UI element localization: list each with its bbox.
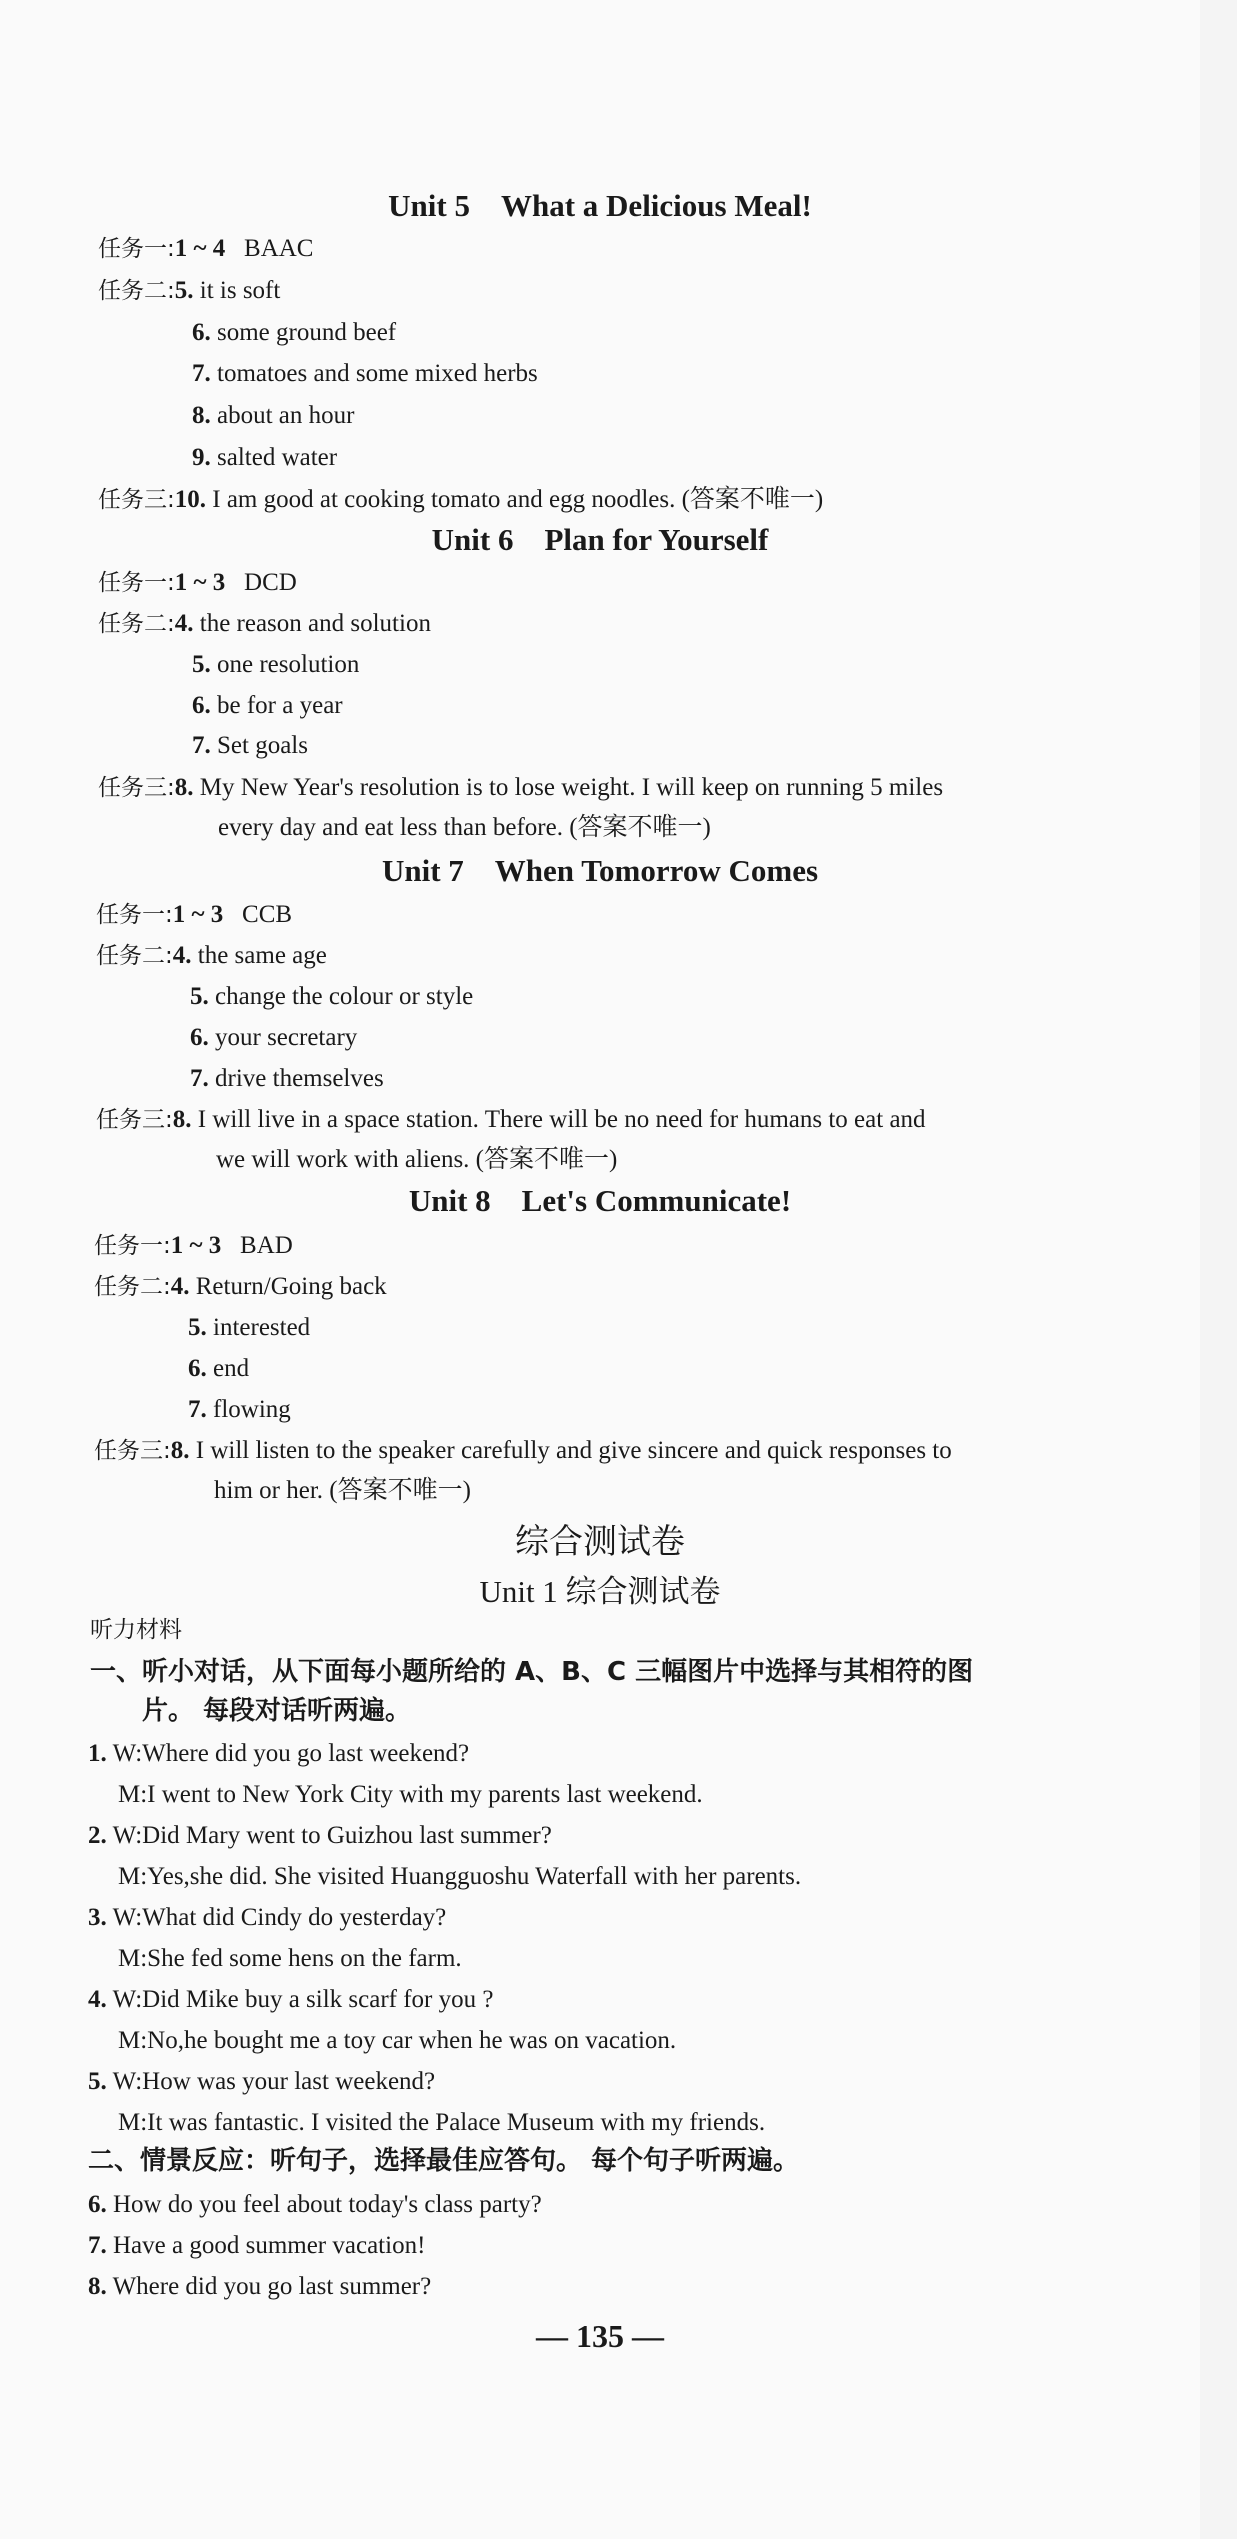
unit8-task2 — [94, 1270, 387, 1304]
task-answer: DCD — [244, 569, 297, 596]
material-label: 听力材料 — [90, 1617, 182, 1643]
item-number: 5. — [190, 983, 209, 1010]
item-text: some ground beef — [217, 319, 397, 346]
task-answer: I will live in a space station. There will be no need for humans to eat and — [197, 1106, 926, 1133]
unit5-task1 — [98, 232, 313, 266]
dialogue-w — [88, 1819, 552, 1853]
dialogue-text: W:How was your last weekend? — [112, 2068, 436, 2095]
dialogue-w — [88, 2065, 435, 2099]
test-subtitle: Unit 1 综合测试卷 — [479, 1574, 721, 1609]
task-label: 任务三: — [98, 775, 175, 801]
sentence-text: How do you feel about today's class party? — [113, 2191, 542, 2218]
answer-item — [192, 316, 396, 350]
answer-item — [192, 441, 337, 475]
sentence-text: Where did you go last summer? — [112, 2273, 432, 2300]
task-answer-continued: every day and eat less than before. (答案不唯一) — [218, 814, 711, 841]
task-answer: Return/Going back — [195, 1273, 387, 1300]
item-number: 9. — [192, 444, 211, 471]
answer-item — [192, 648, 359, 682]
answer-item — [190, 1021, 357, 1055]
section-title: 综合测试卷 — [515, 1522, 685, 1562]
item-text: one resolution — [217, 651, 360, 678]
item-text: Set goals — [217, 732, 308, 759]
answer-item — [192, 399, 354, 433]
sentence-item — [88, 2270, 431, 2304]
sentence-item — [88, 2188, 542, 2222]
dialogue-m: M:I went to New York City with my parents last weekend. — [118, 1781, 703, 1808]
unit5-task2 — [98, 274, 280, 308]
item-text: flowing — [213, 1396, 291, 1423]
task-answer: CCB — [242, 901, 293, 928]
dialogue-number: 4. — [88, 1986, 107, 2013]
item-number: 6. — [192, 319, 211, 346]
item-number: 7. — [188, 1396, 207, 1423]
item-text: salted water — [217, 444, 338, 471]
part2-instruction: 二、情景反应：听句子，选择最佳应答句。 每个句子听两遍。 — [88, 2146, 800, 2176]
item-text: be for a year — [217, 692, 343, 719]
task-answer: the same age — [197, 942, 327, 969]
task-number: 8. — [172, 1106, 192, 1133]
answer-item — [188, 1393, 291, 1427]
item-text: drive themselves — [215, 1065, 384, 1092]
task-answer: I am good at cooking tomato and egg noodles. (答案不唯一) — [212, 486, 824, 513]
task-label: 任务一: — [94, 1233, 171, 1259]
unit8-task1 — [94, 1229, 293, 1263]
answer-item — [188, 1311, 310, 1345]
answer-item — [190, 980, 473, 1014]
unit8-title: Unit 8 Let's Communicate! — [408, 1183, 792, 1218]
task-answer: it is soft — [199, 277, 281, 304]
unit7-task1 — [96, 898, 292, 932]
task-answer: BAAC — [244, 235, 314, 262]
unit7-task2 — [96, 939, 327, 973]
item-text: your secretary — [215, 1024, 358, 1051]
dialogue-number: 1. — [88, 1740, 107, 1767]
sentence-number: 8. — [88, 2273, 107, 2300]
task-answer: BAD — [240, 1232, 293, 1259]
dialogue-w — [88, 1901, 446, 1935]
answer-item — [192, 357, 538, 391]
dialogue-m: M:It was fantastic. I visited the Palace Museum with my friends. — [118, 2109, 766, 2136]
task-number: 10. — [174, 486, 206, 513]
item-number: 8. — [192, 402, 211, 429]
answer-item — [192, 689, 343, 723]
answer-item — [190, 1062, 384, 1096]
task-label: 任务三: — [96, 1107, 173, 1133]
answer-item — [188, 1352, 249, 1386]
task-label: 任务二: — [94, 1274, 171, 1300]
sentence-number: 6. — [88, 2191, 107, 2218]
dialogue-m: M:Yes,she did. She visited Huangguoshu Waterfall with her parents. — [118, 1863, 802, 1890]
unit5-task3 — [98, 483, 823, 517]
task-label: 任务一: — [96, 902, 173, 928]
dialogue-text: W:What did Cindy do yesterday? — [112, 1904, 447, 1931]
part1-instruction: 一、听小对话，从下面每小题所给的 A、B、C 三幅图片中选择与其相符的图 — [90, 1657, 974, 1687]
task-answer: My New Year's resolution is to lose weight. I will keep on running 5 miles — [199, 774, 944, 801]
item-number: 7. — [192, 732, 211, 759]
unit6-title: Unit 6 Plan for Yourself — [431, 522, 769, 557]
item-number: 6. — [188, 1355, 207, 1382]
item-text: interested — [213, 1314, 311, 1341]
unit8-task3 — [94, 1434, 952, 1468]
task-label: 任务三: — [94, 1438, 171, 1464]
task-number: 1 ~ 3 — [174, 569, 226, 596]
unit6-task1 — [98, 566, 297, 600]
task-label: 任务三: — [98, 487, 175, 513]
task-number: 4. — [172, 942, 192, 969]
answer-item — [192, 729, 308, 763]
item-text: about an hour — [217, 402, 355, 429]
item-number: 6. — [192, 692, 211, 719]
page-number: — 135 — — [536, 2318, 664, 2354]
task-number: 8. — [170, 1437, 190, 1464]
dialogue-number: 5. — [88, 2068, 107, 2095]
task-answer-continued: him or her. (答案不唯一) — [214, 1477, 471, 1504]
sentence-item — [88, 2229, 425, 2263]
unit7-task3 — [96, 1103, 926, 1137]
task-answer-continued: we will work with aliens. (答案不唯一) — [216, 1146, 618, 1173]
item-number: 5. — [192, 651, 211, 678]
task-number: 4. — [174, 610, 194, 637]
item-text: change the colour or style — [215, 983, 474, 1010]
item-number: 5. — [188, 1314, 207, 1341]
task-label: 任务二: — [98, 278, 175, 304]
dialogue-m: M:No,he bought me a toy car when he was on vacation. — [118, 2027, 677, 2054]
dialogue-text: W:Where did you go last weekend? — [112, 1740, 470, 1767]
dialogue-number: 3. — [88, 1904, 107, 1931]
dialogue-w — [88, 1983, 493, 2017]
item-text: tomatoes and some mixed herbs — [217, 360, 538, 387]
task-number: 8. — [174, 774, 194, 801]
task-number: 4. — [170, 1273, 190, 1300]
sentence-text: Have a good summer vacation! — [113, 2232, 426, 2259]
task-label: 任务一: — [98, 570, 175, 596]
task-number: 1 ~ 3 — [172, 901, 224, 928]
dialogue-text: W:Did Mike buy a silk scarf for you ? — [112, 1986, 494, 2013]
task-label: 任务二: — [96, 943, 173, 969]
dialogue-number: 2. — [88, 1822, 107, 1849]
sentence-number: 7. — [88, 2232, 107, 2259]
unit6-task3 — [98, 771, 943, 805]
unit7-title: Unit 7 When Tomorrow Comes — [381, 853, 819, 888]
dialogue-m: M:She fed some hens on the farm. — [118, 1945, 462, 1972]
item-number: 7. — [192, 360, 211, 387]
task-number: 1 ~ 4 — [174, 235, 226, 262]
task-number: 5. — [174, 277, 194, 304]
unit6-task2 — [98, 607, 431, 641]
dialogue-w — [88, 1737, 469, 1771]
unit5-title: Unit 5 What a Delicious Meal! — [388, 188, 812, 223]
task-label: 任务二: — [98, 611, 175, 637]
dialogue-text: W:Did Mary went to Guizhou last summer? — [112, 1822, 552, 1849]
task-answer: I will listen to the speaker carefully and give sincere and quick responses to — [195, 1437, 952, 1464]
item-number: 6. — [190, 1024, 209, 1051]
task-answer: the reason and solution — [199, 610, 431, 637]
item-text: end — [213, 1355, 250, 1382]
part1-instruction-continued: 片。 每段对话听两遍。 — [142, 1696, 412, 1726]
item-number: 7. — [190, 1065, 209, 1092]
task-label: 任务一: — [98, 236, 175, 262]
task-number: 1 ~ 3 — [170, 1232, 222, 1259]
